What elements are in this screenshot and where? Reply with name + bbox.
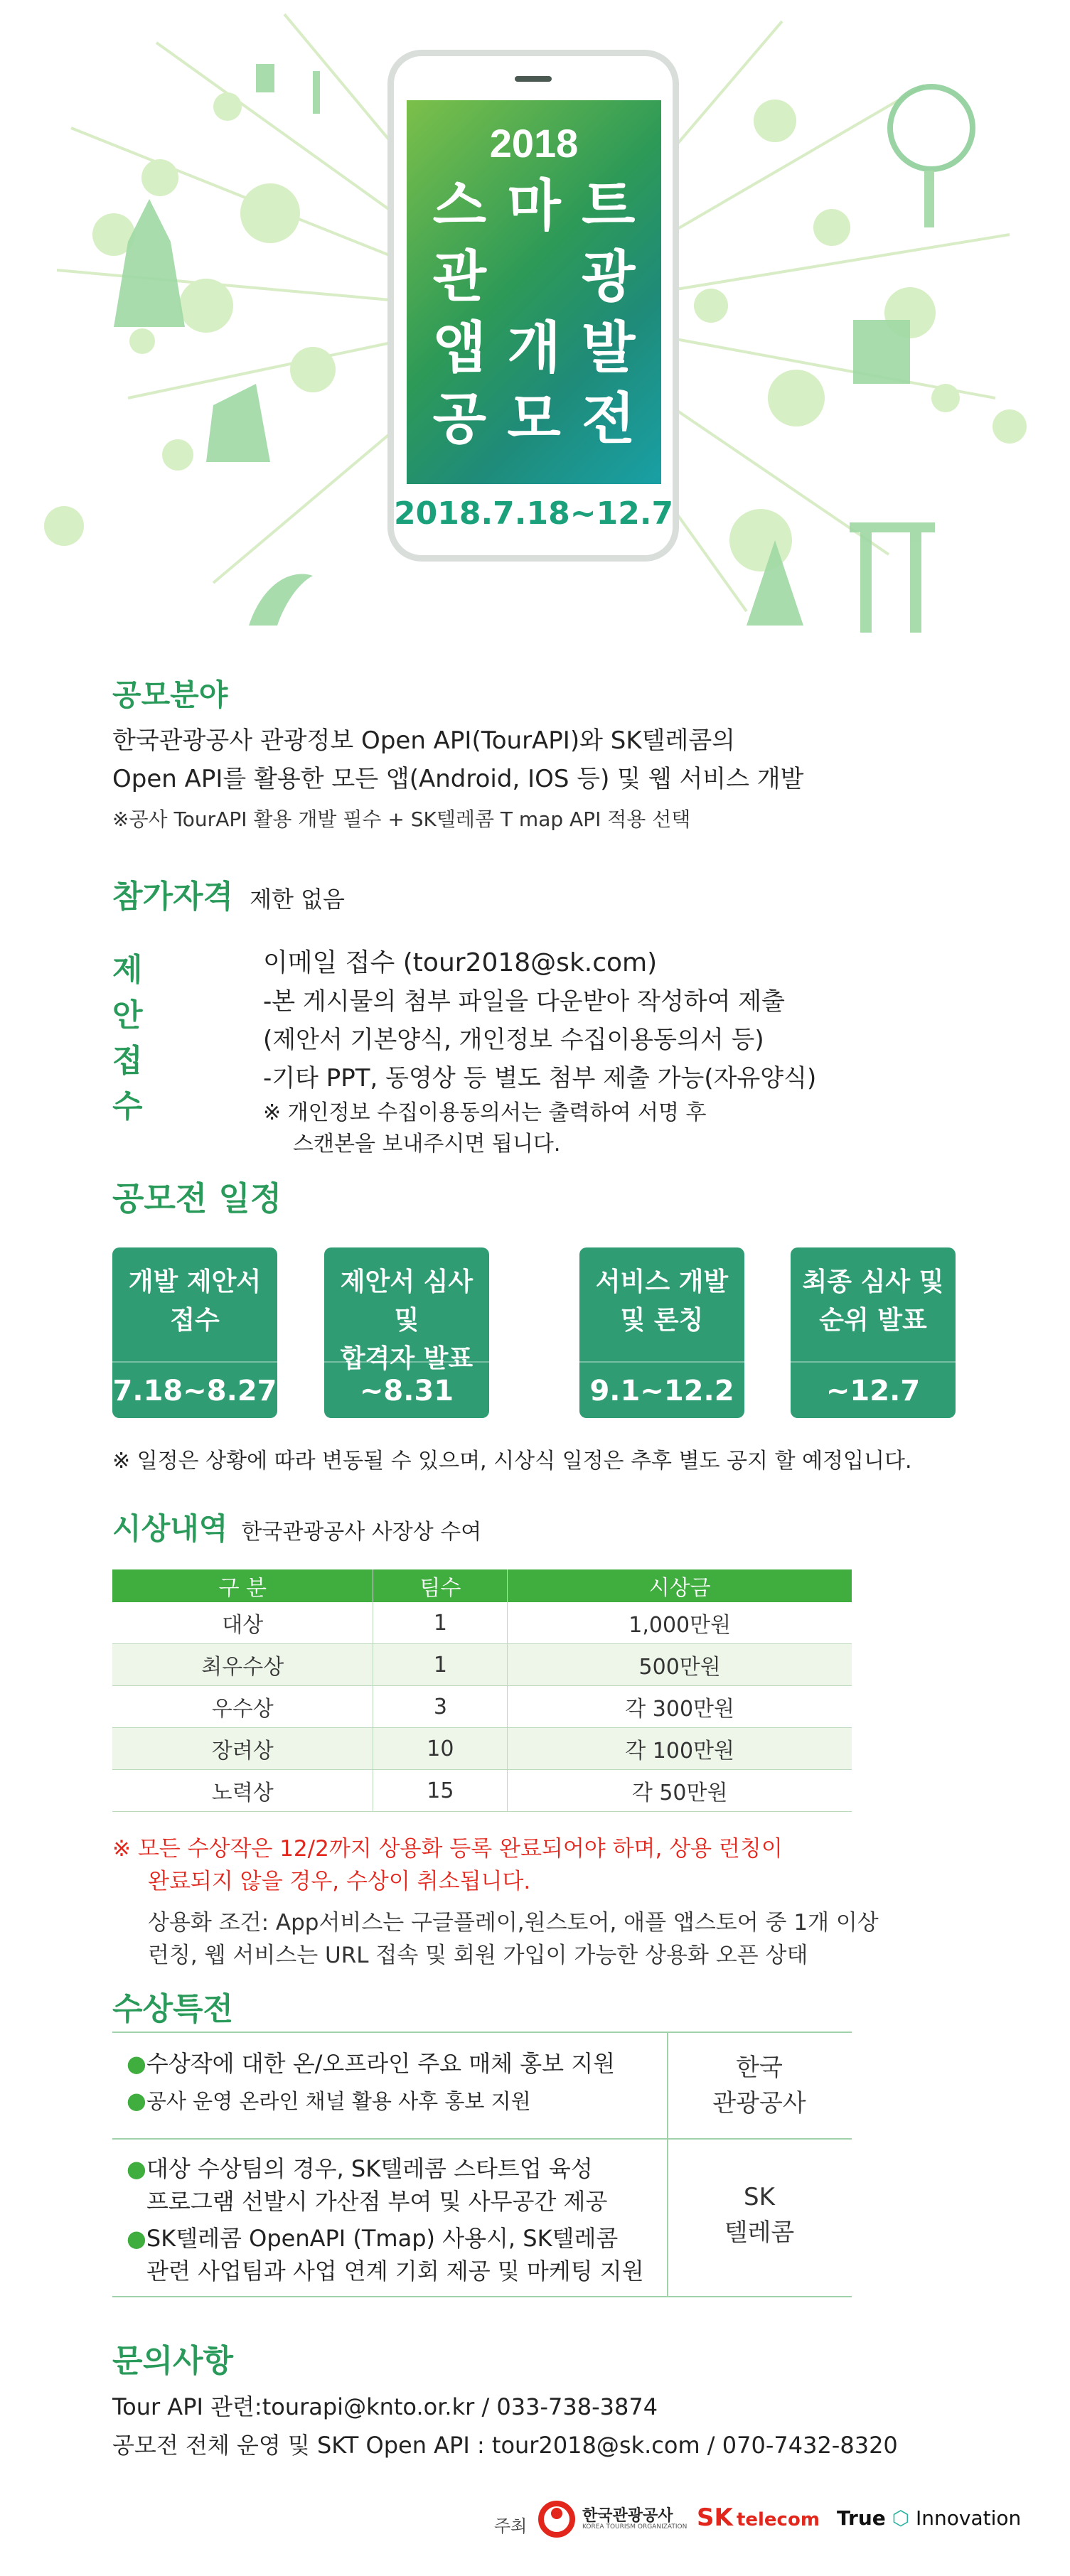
awards-title: 시상내역: [112, 1511, 228, 1546]
table-cell: 최우수상: [112, 1644, 373, 1686]
eligibility-value: 제한 없음: [250, 886, 345, 913]
schedule-label: 개발 제안서: [128, 1267, 262, 1297]
hero-title: [422, 174, 646, 451]
table-header: 팀수: [373, 1569, 508, 1602]
hero-banner: [0, 0, 1070, 640]
benefit-org-line: 관광공사: [712, 2089, 806, 2118]
sk-logo-text: telecom: [736, 2509, 820, 2531]
hero-title-char: 마: [507, 174, 561, 238]
field-line: Open API를 활용한 모든 앱(Android, IOS 등) 및 웹 서비스 개발: [112, 765, 804, 793]
table-row: [112, 1644, 852, 1686]
commercialization-condition: [148, 1906, 879, 1972]
hero-date: 2018.7.18~12.7: [394, 495, 674, 532]
submission-line: (제안서 기본양식, 개인정보 수집이용동의서 등): [263, 1026, 764, 1054]
schedule-label: 접수: [170, 1306, 220, 1335]
eligibility-title: 참가자격: [112, 879, 234, 915]
awards-warning-line: ※ 모든 수상작은 12/2까지 상용화 등록 완료되어야 하며, 상용 런칭이: [112, 1836, 783, 1862]
host-label: 주최: [494, 2516, 528, 2536]
benefit-text: 관련 사업팀과 사업 연계 기회 제공 및 마케팅 지원: [146, 2258, 644, 2285]
contact-section: [112, 2335, 898, 2464]
innovation-text: Innovation: [916, 2506, 1022, 2530]
schedule-date: 9.1~12.2: [589, 1375, 734, 1407]
schedule-item: [579, 1247, 744, 1418]
schedule-date: 7.18~8.27: [112, 1375, 277, 1407]
table-cell: 노력상: [112, 1770, 373, 1812]
hero-year: 2018: [489, 121, 579, 166]
kto-logo: [537, 2499, 688, 2542]
hero-title-char: 트: [581, 174, 636, 238]
table-cell: 500만원: [508, 1644, 852, 1686]
table-cell: 3: [373, 1686, 508, 1728]
schedule-label: 서비스 개발: [595, 1267, 729, 1297]
submission-note: ※ 개인정보 수집이용동의서는 출력하여 서명 후: [263, 1100, 707, 1125]
schedule-date: ~8.31: [359, 1375, 454, 1407]
hero-title-char: 전: [581, 387, 636, 451]
awards-section: [112, 1506, 481, 1548]
benefits-section: [112, 1983, 233, 2029]
phone-screen: [407, 100, 661, 484]
condition-line: 런칭, 웹 서비스는 URL 접속 및 회원 가입이 가능한 상용화 오픈 상태: [148, 1943, 808, 1968]
benefit-text: SK텔레콤 OpenAPI (Tmap) 사용시, SK텔레콤: [146, 2225, 619, 2252]
phone-speaker: [515, 76, 552, 82]
benefit-item: ●공사 운영 온라인 채널 활용 사후 홍보 지원: [127, 2087, 531, 2114]
benefit-text: 대상 수상팀의 경우, SK텔레콤 스타트업 육성: [146, 2155, 593, 2182]
benefit-item: ●SK텔레콤 OpenAPI (Tmap) 사용시, SK텔레콤 관련 사업팀과 사업 연계 기회 제공 및 마케팅 지원: [127, 2225, 644, 2285]
schedule-item: [324, 1247, 489, 1418]
table-cell: 각 300만원: [508, 1686, 852, 1728]
field-section: [112, 672, 804, 832]
table-cell: 대상: [112, 1602, 373, 1644]
table-header: 구 분: [112, 1569, 373, 1602]
schedule-label: 순위 발표: [819, 1306, 927, 1335]
hero-title-char: 광: [581, 245, 636, 309]
benefit-item: ●수상작에 대한 온/오프라인 주요 매체 홍보 지원: [127, 2050, 616, 2077]
table-cell: 각 100만원: [508, 1728, 852, 1770]
schedule-label: 최종 심사 및: [802, 1267, 944, 1297]
benefit-text: 프로그램 선발시 가산점 부여 및 사무공간 제공: [146, 2188, 608, 2215]
kto-subname: KOREA TOURISM ORGANIZATION: [582, 2523, 688, 2531]
schedule-note: ※ 일정은 상황에 따라 변동될 수 있으며, 시상식 일정은 추후 별도 공지 할 예정입니다.: [112, 1449, 912, 1474]
hero-title-char: 관: [432, 245, 486, 309]
hero-title-char: 모: [507, 387, 561, 451]
table-cell: 15: [373, 1770, 508, 1812]
awards-table: [112, 1569, 852, 1812]
schedule-label: 합격자 발표: [340, 1344, 474, 1373]
field-note: ※공사 TourAPI 활용 개발 필수 + SK텔레콤 T map API 적용 선택: [112, 807, 691, 831]
benefit-org-line: 텔레콤: [724, 2218, 795, 2247]
sk-logo-mark: SK: [697, 2503, 733, 2532]
contact-line: Tour API 관련:tourapi@knto.or.kr / 033-738-3874: [112, 2393, 658, 2420]
table-row: [112, 1728, 852, 1770]
condition-line: 상용화 조건: App서비스는 구글플레이,원스토어, 애플 앱스토어 중 1개 이상: [148, 1910, 879, 1936]
table-cell: 1,000만원: [508, 1602, 852, 1644]
schedule-item: [791, 1247, 956, 1418]
table-cell: 1: [373, 1602, 508, 1644]
benefit-text: 수상작에 대한 온/오프라인 주요 매체 홍보 지원: [146, 2050, 616, 2077]
table-row: [112, 1686, 852, 1728]
submission-line: -본 게시물의 첨부 파일을 다운받아 작성하여 제출: [263, 987, 785, 1016]
kto-name: 한국관광공사: [582, 2507, 673, 2525]
table-cell: 우수상: [112, 1686, 373, 1728]
hero-title-char: [497, 248, 572, 306]
awards-warning: [112, 1832, 783, 1898]
phone-frame: [387, 50, 679, 562]
footer-sponsors: [494, 2496, 1034, 2546]
benefit-item: ●대상 수상팀의 경우, SK텔레콤 스타트업 육성 프로그램 선발시 가산점 부여 및 사무공간 제공: [127, 2155, 608, 2215]
benefit-org: [667, 2179, 852, 2250]
table-cell: 1: [373, 1644, 508, 1686]
true-text: True: [837, 2506, 886, 2530]
table-cell: 10: [373, 1728, 508, 1770]
table-header-row: [112, 1569, 852, 1602]
field-title: 공모분야: [112, 677, 228, 712]
schedule-title: 공모전 일정: [112, 1179, 282, 1218]
hero-title-char: 개: [507, 316, 561, 380]
field-line: 한국관광공사 관광정보 Open API(TourAPI)와 SK텔레콤의: [112, 726, 736, 755]
eligibility-section: [112, 871, 345, 916]
kto-logo-icon: [537, 2499, 577, 2539]
benefits-title: 수상특전: [112, 1991, 234, 2027]
true-innovation-logo: [837, 2506, 1021, 2530]
schedule-item: [112, 1247, 277, 1418]
submission-note: 스캔본을 보내주시면 됩니다.: [293, 1132, 561, 1156]
contact-line: 공모전 전체 운영 및 SKT Open API : tour2018@sk.com / 070-7432-8320: [112, 2432, 898, 2459]
table-cell: 각 50만원: [508, 1770, 852, 1812]
schedule-label: 및 론칭: [620, 1306, 704, 1335]
awards-warning-line: 완료되지 않을 경우, 수상이 취소됩니다.: [148, 1869, 531, 1894]
table-header: 시상금: [508, 1569, 852, 1602]
benefit-org-line: SK: [744, 2183, 775, 2211]
hero-title-char: 공: [432, 387, 486, 451]
submission-line: -기타 PPT, 동영상 등 별도 첨부 제출 가능(자유양식): [263, 1064, 817, 1093]
awards-subtitle: 한국관광공사 사장상 수여: [241, 1520, 482, 1545]
submission-title: 제안접수: [112, 952, 143, 1125]
hero-title-char: 스: [432, 174, 486, 238]
submission-email: 이메일 접수 (tour2018@sk.com): [263, 948, 658, 977]
table-cell: 장려상: [112, 1728, 373, 1770]
benefit-org-line: 한국: [736, 2054, 783, 2082]
table-row: [112, 1602, 852, 1644]
benefits-table: [112, 2032, 852, 2297]
schedule-label: 제안서 심사 및: [340, 1267, 474, 1335]
benefit-org: [667, 2050, 852, 2121]
hero-title-char: 앱: [432, 316, 486, 380]
hexagon-icon: ⬡: [892, 2506, 910, 2530]
benefit-text: 공사 운영 온라인 채널 활용 사후 홍보 지원: [146, 2089, 531, 2113]
schedule-section: [112, 1173, 282, 1220]
table-row: [112, 1770, 852, 1812]
schedule-date: ~12.7: [825, 1375, 921, 1407]
sk-telecom-logo: [697, 2503, 820, 2532]
hero-title-char: 발: [581, 316, 636, 380]
contact-title: 문의사항: [112, 2343, 234, 2379]
